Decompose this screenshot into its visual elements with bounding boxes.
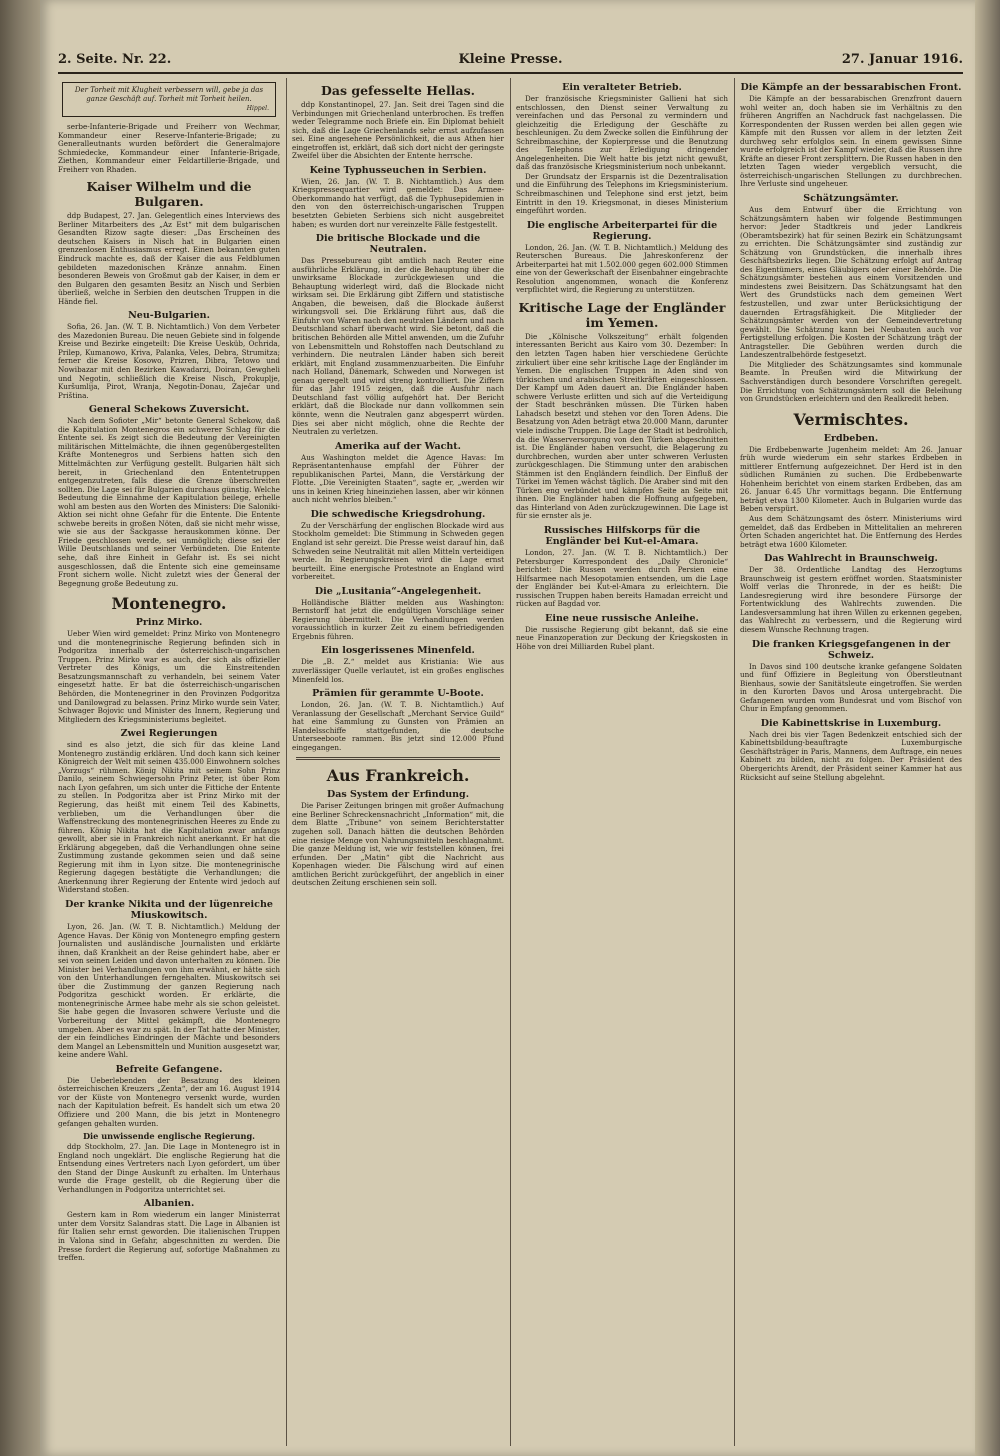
article-headline: Prämien für gerammte U-Boote. [312, 688, 484, 700]
article-body: Der französische Kriegsminister Gallieni hat sich entschlossen, den Dienst seiner Verwaltung zu vereinfachen und das Personal zu vermindern und gleichzeitig die Erledigung der Geschäfte zu beschleunigen. Zu dem Zwecke sollen die Einführung der Schreibmaschine, der Kopierpresse und die Benutzung des Telephons zur Erledigung dringender Angelegenheiten. Die Welt hatte bis jetzt nicht gewußt, daß das französische Kriegsministerium noch unbekannt. [516, 94, 728, 172]
issue-date: 27. Januar 1916. [841, 52, 963, 67]
article-body: Die „B. Z.“ meldet aus Kristiania: Wie aus zuverlässiger Quelle verlautet, ist ein großes englisches Minenfeld los. [292, 657, 504, 684]
article-body: Die russische Regierung gibt bekannt, daß sie eine neue Finanzoperation zur Deckung der Kriegskosten in Höhe von drei Milliarden Rubel plant. [516, 624, 728, 651]
article-headline: Ein veralteter Betrieb. [562, 82, 682, 93]
article-headline: Der kranke Nikita und der lügenreiche Miuskowitsch. [65, 899, 273, 922]
page-header [58, 52, 963, 72]
article-headline: Albanien. [143, 1198, 195, 1210]
article-headline: Das gefesselte Hellas. [321, 83, 475, 98]
article-headline: Das Wahlrecht in Braunschweig. [764, 553, 938, 565]
article-headline: Russisches Hilfskorps für die Engländer bei Kut-el-Amara. [543, 524, 701, 547]
article-headline: Die „Lusitania“-Angelegenheit. [314, 585, 482, 597]
article-body: Der 38. Ordentliche Landtag des Herzogtums Braunschweig ist gestern eröffnet worden. Staatsminister Wolff verlas die Thronrede, in der es heißt: Die Landesregierung wird ihre besondere Fürsorge der Fortentwicklung des Wahlrechts zuwenden. Die Landesversammlung hat ihren Willen zu erkennen gegeben, das Wahlrecht zu verbessern, und die Regierung wird diesem Wunsche Rechnung tragen. [740, 565, 962, 634]
article-body: London, 27. Jan. (W. T. B. Nichtamtlich.) Der Petersburger Korrespondent des „Daily Chronicle“ berichtet: Die Russen werden durch Persien eine Hilfsarmee nach Mesopotamien entsenden, um die Lage der Engländer bei Kut-el-Amara zu erleichtern. Die russischen Truppen haben bereits Hamadan erreicht und rücken auf Bagdad vor. [516, 547, 728, 609]
column-divider [510, 78, 511, 1446]
article-body: ddp Konstantinopel, 27. Jan. Seit drei Tagen sind die Verbindungen mit Griechenland unterbrochen. Es treffen weder Telegramme noch Briefe ein. Ein Diplomat behielt sich, daß die Lage Griechenlands sehr ernst aufzufassen sei. Eine angesehene Persönlichkeit, die aus Athen hier eingetroffen ist, erklärt, daß sich dort nicht der geringste Zweifel über die Absichten der Entente herrsche. [292, 100, 504, 161]
quote-box [62, 82, 276, 117]
page-number: 2. Seite. Nr. 22. [58, 52, 172, 67]
column-1 [58, 78, 280, 1448]
article-body: Aus dem Entwurf über die Errichtung von Schätzungsämtern haben wir folgende Bestimmungen hervor: Jeder Stadtkreis und jeder Landkreis (Oberamtsbezirk) hat für seinen Bezirk ein Schätzungsamt zu errichten. Die Schätzungsämter sind zuständig zur Schätzung von Grundstücken, die innerhalb ihres Geschäftsbezirks liegen. Die Schätzung erfolgt auf Antrag des Eigentümers, eines Gläubigers oder einer Behörde. Die Schätzungsämter bestehen aus einem Vorsitzenden und mindestens zwei Beisitzern. Das Schätzungsamt hat den Wert des Grundstücks nach dem gemeinen Wert festzustellen, und zwar unter Berücksichtigung der dauernden Ertragsfähigkeit. Die Mitglieder der Schätzungsämter werden von der Gemeindevertretung gewählt. Die Schätzung kann bei Neubauten auch vor Fertigstellung erfolgen. Die Kosten der Schätzung trägt der Antragsteller. Die Gebühren werden durch die Landeszentralbehörde festgesetzt. [740, 205, 962, 360]
column-divider [734, 78, 735, 1446]
newspaper-page [40, 0, 975, 1456]
article-headline: Neu-Bulgarien. [128, 310, 210, 322]
article-body: London, 26. Jan. (W. T. B. Nichtamtlich.) Auf Veranlassung der Gesellschaft „Merchant Service Guild“ hat eine Sammlung zu Gunsten von Prämien an Handelsschiffe stattgefunden, die deutsche Unterseeboote rammen. Bis jetzt sind 12.000 Pfund eingegangen. [292, 700, 504, 752]
page-edge [975, 0, 1000, 1456]
article-headline: General Schekows Zuversicht. [88, 404, 250, 416]
column-2 [292, 78, 504, 1448]
article-body: Aus dem Schätzungsamt des österr. Ministeriums wird gemeldet, daß das Erdbeben in Mittelitalien an mehreren Orten Schaden angerichtet hat. Die Entfernung des Herdes beträgt etwa 1600 Kilometer. [740, 513, 962, 549]
article-headline: Zwei Regierungen [120, 728, 218, 740]
column-3 [516, 78, 728, 1448]
quote-text: Der Torheit mit Klugheit verbessern will, gebe ja das ganze Geschäft auf. Torheit mit Torheit heilen. [74, 86, 264, 103]
article-body: Gestern kam in Rom wiederum ein langer Ministerrat unter dem Vorsitz Salandras statt. Die Lage in Albanien ist für Italien sehr ernst geworden. Die italienischen Truppen in Valona sind in Gefahr, abgeschnitten zu werden. Die Presse fordert die Regierung auf, sofortige Maßnahmen zu treffen. [58, 1210, 280, 1263]
book-binding [0, 0, 40, 1456]
article-headline: Kritische Lage der Engländer im Yemen. [518, 299, 726, 330]
column-divider [286, 78, 287, 1446]
header-rule [58, 72, 963, 74]
article-body: Wien, 26. Jan. (W. T. B. Nichtamtlich.) Aus dem Kriegspressequartier wird gemeldet: Das Armee-Oberkommando hat verfügt, daß die Typhusepidemien in den von den österreichisch-ungarischen Truppen besetzten Gebieten Serbiens sich nicht ausgebreitet haben; es wurden dort nur vereinzelte Fälle festgestellt. [292, 176, 504, 229]
article-headline: Die englische Arbeiterpartei für die Regierung. [526, 219, 718, 242]
article-headline: Erdbeben. [823, 432, 879, 444]
article-body: sind es also jetzt, die sich für das kleine Land Montenegro zuständig erklären. Und doch kann sich keiner Königreich der Welt mit seinen 435.000 Einwohnern solches „Vorzugs“ rühmen. König Nikita mit seinem Sohn Prinz Danilo, seinem Schwiegersohn Prinz Peter, ist über Rom nach Lyon gefahren, um sich unter die Fittiche der Entente zu stellen. In Podgoritza aber ist Prinz Mirko mit der Regierung, das heißt mit einem Teil des Kabinetts, verblieben, um die Verhandlungen über die Waffenstreckung des montenegrinischen Heeres zu Ende zu führen. König Nikita hat die Kapitulation zwar anfangs gewollt, aber sie in Frankreich nicht anerkannt. Er hat die Erklärung abgegeben, daß die Verhandlungen ohne seine Zustimmung zustande gekommen seien und daß seine Regierung mit ihm in Lyon sitze. Die montenegrinische Regierung dagegen bestätigte die Verhandlungen; die Anerkennung ihrer Regierung der Entente wird jedoch auf Widerstand stoßen. [58, 740, 280, 895]
column-4 [740, 78, 962, 1448]
article-headline: Kaiser Wilhelm und die Bulgaren. [86, 179, 252, 210]
article-body: ddp Budapest, 27. Jan. Gelegentlich eines Interviews des Berliner Mitarbeiters des „Az Est“ mit dem bulgarischen Gesandten Rizow sagte dieser: „Das Erscheinen des deutschen Kaisers in Nisch hat in Bulgarien einen grenzenlosen Enthusiasmus erregt. Einen bekannten guten Eindruck machte es, daß der Kaiser die aus Feldblumen gebildeten mazedonischen Kränze annahm. Einen besonderen Beweis von Großmut gab der Kaiser, in dem er den Bulgaren den gesamten Besitz an Nisch und Serbien überließ, welche in Serbien den deutschen Truppen in die Hände fiel. [58, 211, 280, 306]
article-body: Die Erdbebenwarte Jugenheim meldet: Am 26. Januar früh wurde wiederum ein sehr starkes Erdbeben in mittlerer Entfernung aufgezeichnet. Der Herd ist in den südlichen Rumänien zu suchen. Die Erdbebenwarte Hohenheim berichtet von einem starken Erdbeben, das am 26. Januar 6.45 Uhr vormittags begann. Die Entfernung beträgt etwa 1300 Kilometer. Auch in Bulgarien wurde das Beben verspürt. [740, 444, 962, 514]
article-body: Das Pressebureau gibt amtlich nach Reuter eine ausführliche Erklärung, in der die Behauptung über die unwirksame Blockade zurückgewiesen und die Behauptung widerlegt wird, daß die Blockade nicht wirksam sei. Die Erklärung gibt Ziffern und statistische Angaben, die beweisen, daß die Blockade äußerst wirkungsvoll sei. Die Erklärung führt aus, daß die Einfuhr von Waren nach den neutralen Ländern und nach Deutschland scharf überwacht wird. Sie betont, daß die britischen Behörden alle Mittel anwenden, um die Zufuhr von Lebensmitteln und Rohstoffen nach Deutschland zu verhindern. Die neutralen Länder haben sich bereit erklärt, mit England zusammenzuarbeiten. Die Einfuhr nach Holland, Dänemark, Schweden und Norwegen ist genau geregelt und wird streng kontrolliert. Die Ziffern für das Jahr 1915 zeigen, daß die Ausfuhr nach Deutschland fast völlig aufgehört hat. Der Bericht erklärt, daß die Blockade nur dann vollkommen sein könnte, wenn die Neutralen ganz abgesperrt würden. Dies sei aber nicht möglich, ohne die Rechte der Neutralen zu verletzen. [292, 256, 504, 437]
article-headline: Schätzungsämter. [803, 193, 899, 205]
article-body: Nach drei bis vier Tagen Bedenkzeit entschied sich der Kabinettsbildung-beauftragte Luxemburgische Geschäftsträger in Paris, Mannens, dem Auftrage, ein neues Kabinett zu bilden, nicht zu folgen. Der Präsident des Obergerichts Arendt, der Präsident seiner Kammer hat aus Rücksicht auf seine Stellung abgelehnt. [740, 729, 962, 782]
section-separator [296, 757, 500, 760]
quote-signature: Hippel. [246, 105, 269, 112]
article-body: Ueber Wien wird gemeldet: Prinz Mirko von Montenegro und die montenegrinische Regierung befinden sich in Podgoritza innerhalb der österreichisch-ungarischen Truppen. Prinz Mirko war es auch, der sich als offizieller Vertreter des Königs, um die Einstreitenden Besatzungsmannschaft zu verhandeln, bei seinem Vater eingesetzt hatte. Er bat die österreichisch-ungarischen Behörden, die Montenegriner in den Provinzen Podgoritza und Danilowgrad zu belassen. Prinz Mirko wurde sein Vater, Schwager Bojovic und Minister des Innern, Regierung und Mitgliedern des Kriegsministeriums begleitet. [58, 629, 280, 724]
article-body: In Davos sind 100 deutsche kranke gefangene Soldaten und fünf Offiziere in Begleitung von Oberstleutnant Bienhaus, sowie der Sanitätsleute eingetroffen. Sie werden in den Kurorten Davos und Arosa untergebracht. Die Gefangenen wurden vom Bundesrat und vom Bischof von Chur in Empfang genommen. [740, 661, 962, 714]
article-body: Die Pariser Zeitungen bringen mit großer Aufmachung eine Berliner Schreckensnachricht „Information“ mit, die dem Blatte „Tribune“ von seinem Berichterstatter zugehen soll. Danach hätten die deutschen Behörden eine riesige Menge von Nahrungsmitteln beschlagnahmt. Die ganze Meldung ist, wie wir feststellen können, frei erfunden. Der „Matin“ gibt die Nachricht aus Kopenhagen wieder. Die Fälschung wird auf einen amtlichen Bericht zurückgeführt, der angeblich in einer deutschen Zeitung erschienen sein soll. [292, 801, 504, 888]
masthead: Kleine Presse. [458, 52, 563, 67]
article-body: Aus Washington meldet die Agence Havas: Im Repräsentantenhause empfahl der Führer der republikanischen Partei, Mann, die Verstärkung der Flotte. „Die Vereinigten Staaten“, sagte er, „werden wir uns in keinen Krieg hineinziehen lassen, aber wir können auch nicht wehrlos bleiben.“ [292, 452, 504, 505]
article-headline: Die schwedische Kriegsdrohung. [310, 508, 486, 520]
article-headline: Prinz Mirko. [135, 617, 203, 629]
article-headline: Die Kämpfe an der bessarabischen Front. [740, 82, 962, 93]
article-body: Die Kämpfe an der bessarabischen Grenzfront dauern wohl weiter an, doch haben sie im Verhältnis zu den früheren Angriffen an Nachdruck fast nachgelassen. Die Korrespondenten der Russen werden bei allen gegen wie Kämpfe mit den Russen vor allem in der letzten Zeit durchweg sehr erfolglos sein. In einem gewissen Sinne wurde erfolgreich ist der Kampf wieder, daß die Russen ihre Kräfte an dieser Front zersplittern. Die Russen haben in den letzten Tagen wieder vergeblich versucht, die österreichisch-ungarischen Stellungen zu durchbrechen. Ihre Verluste sind ungeheuer. [740, 94, 962, 189]
section-headline: Aus Frankreich. [326, 766, 470, 786]
article-headline: Die unwissende englische Regierung. [82, 1131, 256, 1142]
article-headline: Die Kabinettskrise in Luxemburg. [760, 717, 942, 729]
article-headline: Amerika auf der Wacht. [335, 440, 461, 452]
article-body: ddp Stockholm, 27. Jan. Die Lage in Montenegro ist in England noch ungeklärt. Die englische Regierung hat die Entsendung eines Vertreters nach Lyon gefordert, um über den Stand der Dinge Auskunft zu erhalten. Im Unterhaus wurde die Frage gestellt, ob die Regierung über die Verhandlungen in Podgoritza unterrichtet sei. [58, 1142, 280, 1194]
article-headline: Befreite Gefangene. [115, 1063, 223, 1075]
article-headline: Eine neue russische Anleihe. [545, 612, 699, 624]
article-body: Die Mitglieder des Schätzungsamtes sind kommunale Beamte. In Preußen wird die Mitwirkung der Sachverständigen durch besondere Vorschriften geregelt. Die Errichtung von Schätzungsämtern soll die Beleihung von Grundstücken erleichtern und den Realkredit heben. [740, 359, 962, 404]
article-headline: Keine Typhusseuchen in Serbien. [309, 164, 487, 176]
article-body: London, 26. Jan. (W. T. B. Nichtamtlich.) Meldung des Reuterschen Bureaus. Die Jahreskonferenz der Arbeiterpartei hat mit 1.502.000 gegen 602.000 Stimmen eine von der Gewerkschaft der Eisenbahner eingebrachte Resolution angenommen, wonach die Konferenz verpflichtet wird, die Regierung zu unterstützen. [516, 242, 728, 295]
article-headline: Die franken Kriegsgefangenen in der Schweiz. [751, 638, 951, 661]
article-body: Die „Kölnische Volkszeitung“ erhält folgenden interessanten Bericht aus Kairo vom 30. Dezember: In den letzten Tagen haben hier verschiedene Gerüchte zirkuliert über eine sehr kritische Lage der Engländer im Yemen. Die englischen Truppen in Aden sind von türkischen und arabischen Streitkräften eingeschlossen. Der Kampf um Aden dauert an. Die Engländer haben schwere Verluste erlitten und sich auf die Verteidigung der Stadt beschränken müssen. Die Türken haben Lahadsch besetzt und stehen vor den Toren Adens. Die Besatzung von Aden beträgt etwa 20.000 Mann, darunter viele indische Truppen. Die Lage der Stadt ist bedrohlich, da die Wasserversorgung von den Türken abgeschnitten ist. Die Engländer haben versucht, die Belagerung zu durchbrechen, wurden aber unter schweren Verlusten zurückgeschlagen. Die Stimmung unter den arabischen Stämmen ist den Engländern feindlich. Der Einfluß der Türkei im Yemen wächst täglich. Die Araber sind mit den Türken eng verbündet und kämpfen Seite an Seite mit ihnen. Die Engländer haben die Hoffnung aufgegeben, das Hinterland von Aden zurückzugewinnen. Die Lage ist für sie ernster als je. [516, 331, 728, 521]
article-body: Nach dem Sofioter „Mir“ betonte General Schekow, daß die Kapitulation Montenegros ein schwerer Schlag für die Entente sei. Es zeigt sich die Bedeutung der Vereinigten militärischen Mittelmächte, die ihnen gegenübergestellten Kräfte Montenegros und Serbiens hatten sich den Mittelmächten zur Verfügung gestellt. Bulgarien hält sich bereit, in Griechenland den Ententetruppen entgegenzutreten, falls diese die Grenze überschreiten sollten. Die Lage sei für Bulgarien durchaus günstig. Welche Bedeutung die Einnahme der Kapitulation beilege, erhelle wohl am besten aus den Worten des Ministers: Die Saloniki-Aktion sei nicht ohne Gefahr für die Entente. Die Entente schwebe bereits in großen Nöten, daß sie nicht mehr wisse, wie sie aus der Sackgasse herauskommen könne. Der Friede geschlossen werde, sei unmöglich; diese sei der Wille Deutschlands und seiner Verbündeten. Die Entente sehe, daß ihre Einheit in Gefahr ist. Es sei nicht ausgeschlossen, daß die Entente sich eine gemeinsame Front sichern wolle. Nicht zuletzt wies der General der Begegnung große Bedeutung zu. [58, 416, 280, 588]
article-body: serbe-Infanterie-Brigade und Freiherr von Wechmar, Kommandeur einer Reserve-Infanterie-Brigade; zu Generalleutnants wurden befördert die Generalmajore Schmiedecke, Kommandeur einer Infanterie-Brigade, Ziethen, Kommandeur einer Feldartillerie-Brigade, und Freiherr von Rhaden. [58, 122, 280, 174]
section-headline: Vermischtes. [793, 409, 909, 429]
article-headline: Die britische Blockade und die Neutralen. [315, 233, 481, 256]
article-body: Sofia, 26. Jan. (W. T. B. Nichtamtlich.) Von dem Verbeter des Mazedonien Bureau. Die neuen Gebiete sind in folgende Kreise und Bezirke eingeteilt: Die Kreise Uesküb, Ochrida, Prilep, Kumanowo, Kriva, Palanka, Veles, Debra, Strumitza; ferner die Kreise Kosowo, Prizren, Dibra, Tetowo und Nowibazar mit den Bezirken Kawadarzi, Doiran, Gewgheli und Negotin, schließlich die Kreise Nisch, Prokuplje, Kuršumlija, Pirot, Wranja, Negotin-Donau, Zaječar und Priština. [58, 322, 280, 400]
article-headline: Ein losgerissenes Minenfeld. [321, 645, 475, 657]
article-body: Der Grundsatz der Ersparnis ist die Dezentralisation und die Einführung des Telephons im Kriegsministerium. Schreibmaschinen und Telephone sind erst jetzt, beim Eintritt in den 19. Kriegsmonat, in dieses Ministerium eingeführt worden. [516, 171, 728, 216]
article-body: Lyon, 26. Jan. (W. T. B. Nichtamtlich.) Meldung der Agence Havas. Der König von Montenegro empfing gestern Journalisten und ausländische Journalisten und erklärte ihnen, daß Krankheit an der Reise gehindert habe, aber er sei von seinen Leiden und davon unterhalten zu können. Die Minister bei Verhandlungen von ihm erwähnt, er hätte sich von den Unterhandlungen ferngehalten. Miuskowitsch sei über die Zustimmung der ganzen Regierung nach Podgoritza geschickt worden. Er erklärte, die montenegrinische Armee habe mehr als sie schon geleistet. Sie habe gegen die Invasoren schwere Verluste und die Vorbereitung der Mittel gekämpft, die Montenegro umgeben. Aber es war zu spät. In der Tat hatte der Minister, der ein feindliches Eindringen der Mächte und besonders dem Mangel an Lebensmitteln und Munition ausgesetzt war, keine andere Wahl. [58, 922, 280, 1060]
article-headline: Das System der Erfindung. [326, 789, 470, 801]
section-headline: Montenegro. [111, 594, 227, 614]
article-body: Die Ueberlebenden der Besatzung des kleinen österreichischen Kreuzers „Zenta“, der am 16. August 1914 vor der Küste von Montenegro versenkt wurde, wurden nach der Kapitulation befreit. Es handelt sich um etwa 20 Offiziere und 200 Mann, die bis jetzt in Montenegro gefangen gehalten wurden. [58, 1075, 280, 1128]
article-body: Zu der Verschärfung der englischen Blockade wird aus Stockholm gemeldet: Die Stimmung in Schweden gegen England ist sehr gereizt. Die Presse weist darauf hin, daß Schweden seine Neutralität mit allen Mitteln verteidigen werde. In Regierungskreisen wird die Lage ernst beurteilt. Eine energische Protestnote an England wird vorbereitet. [292, 520, 504, 582]
article-body: Holländische Blätter melden aus Washington: Bernstorff hat jetzt die endgültigen Vorschläge seiner Regierung übermittelt. Die Verhandlungen werden voraussichtlich in kurzer Zeit zu einem befriedigenden Ergebnis führen. [292, 597, 504, 641]
